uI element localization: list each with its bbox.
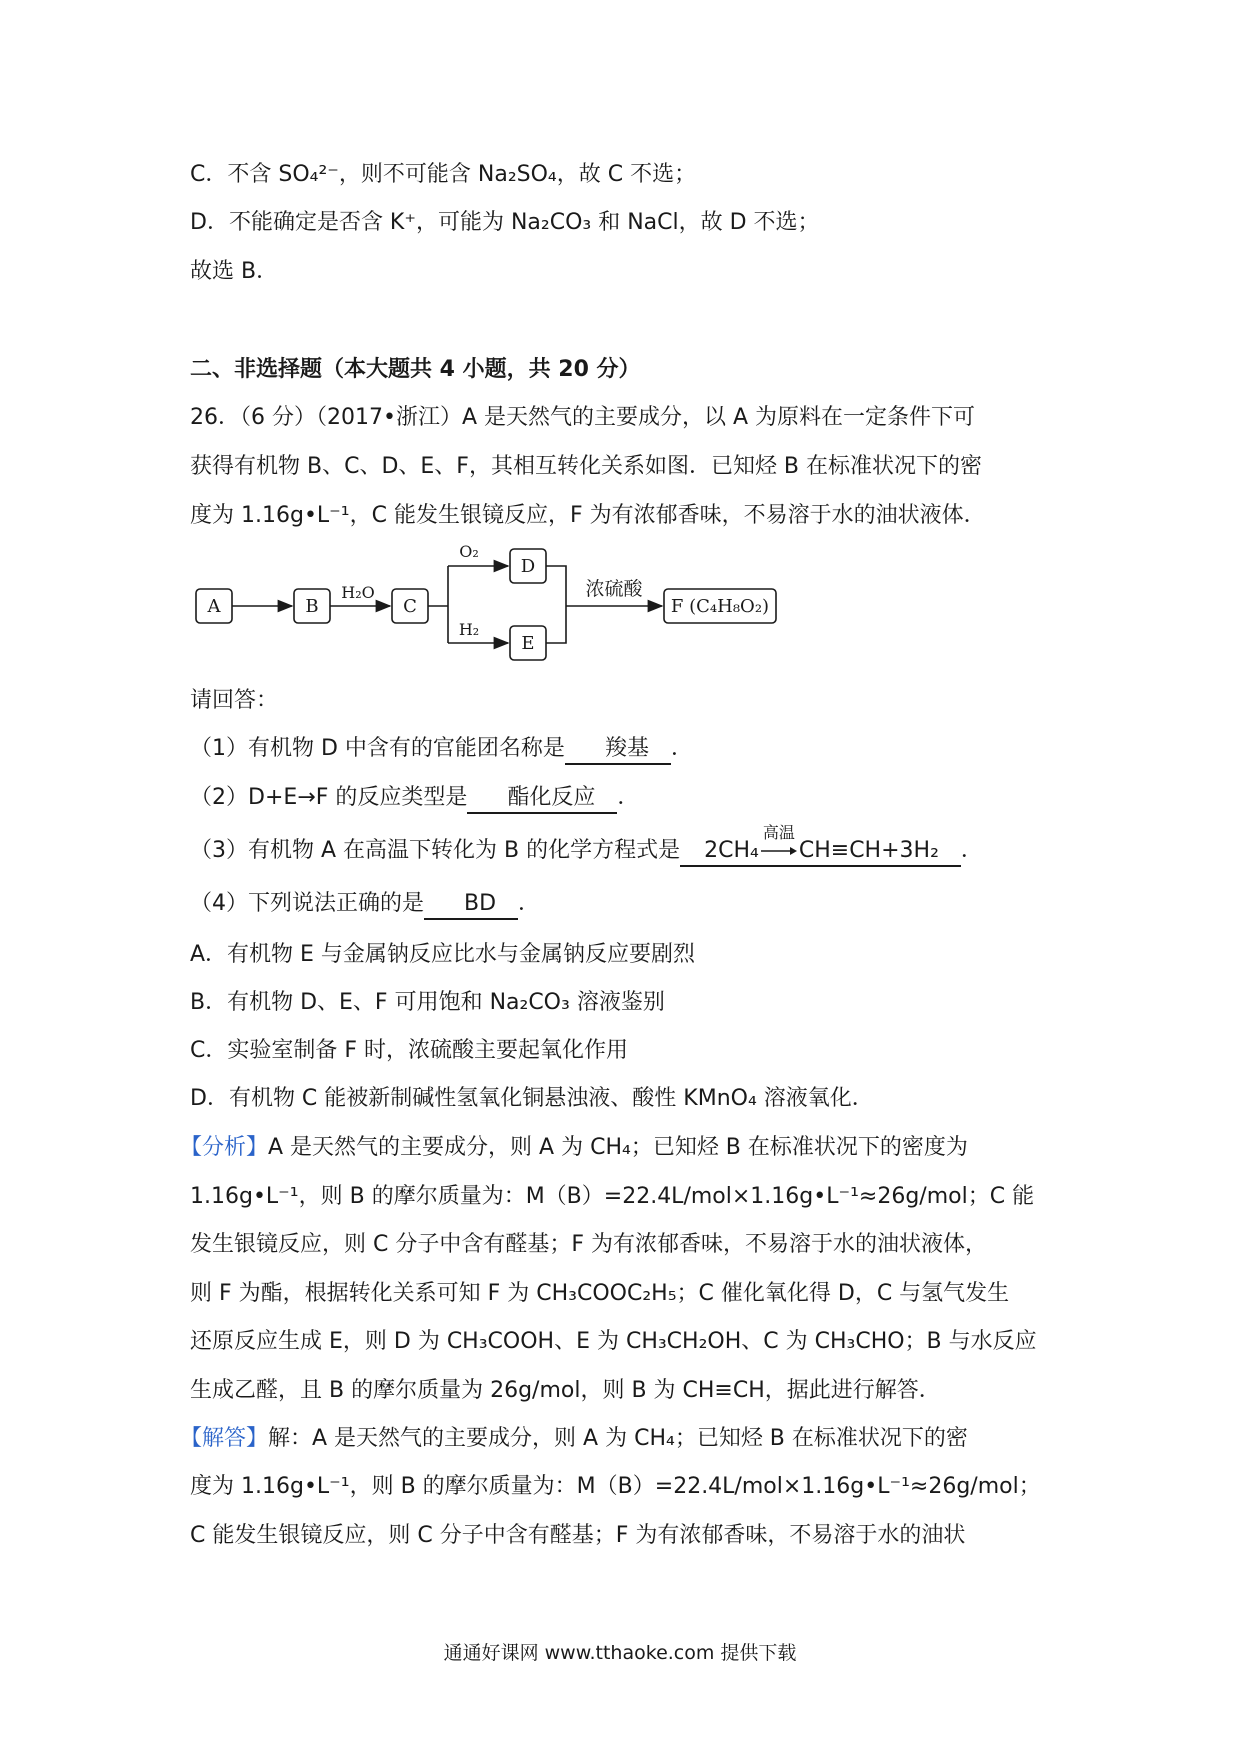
node-f: F (C₄H₈O₂) [670,596,770,617]
answer-4: BD [424,890,518,920]
sub-question-1 [190,734,693,765]
analysis-text-1: A 是天然气的主要成分，则 A 为 CH₄；已知烃 B 在标准状况下的密度为 [268,1135,968,1160]
node-c: C [403,596,417,617]
analysis-line-2: 1.16g•L⁻¹，则 B 的摩尔质量为：M（B）=22.4L/mol×1.16g•L⁻¹≈26g/mol；C 能 [190,1184,1035,1209]
prev-conclusion: 故选 B． [190,259,279,284]
solution-text-1: 解：A 是天然气的主要成分，则 A 为 CH₄；已知烃 B 在标准状况下的密 [268,1426,968,1451]
node-d: D [520,556,536,577]
prev-option-c: C．不含 SO₄²⁻，则不可能含 Na₂SO₄，故 C 不选； [190,162,697,187]
answer-3-equation [680,823,961,867]
sub-question-3 [190,823,983,867]
label-h2: H₂ [458,620,480,639]
sub-question-1-end: ． [670,736,693,761]
sub-question-3-text: （3）有机物 A 在高温下转化为 B 的化学方程式是 [190,838,681,863]
edge-d-e-merge [546,566,566,643]
option-c: C．实验室制备 F 时，浓硫酸主要起氧化作用 [190,1038,629,1063]
analysis-line-6: 生成乙醛，且 B 的摩尔质量为 26g/mol，则 B 为 CH≡CH，据此进行解答． [190,1378,941,1403]
analysis-line-3: 发生银镜反应，则 C 分子中含有醛基；F 为有浓郁香味，不易溶于水的油状液体， [190,1232,987,1257]
analysis-line-4: 则 F 为酯，根据转化关系可知 F 为 CH₃COOC₂H₅；C 催化氧化得 D，C 与氢气发生 [190,1281,1010,1306]
sub-question-2 [190,783,639,814]
node-e: E [521,633,535,654]
label-conc-h2so4: 浓硫酸 [585,578,643,600]
sub-question-1-text: （1）有机物 D 中含有的官能团名称是 [190,736,565,761]
analysis-line-5: 还原反应生成 E，则 D 为 CH₃COOH、E 为 CH₃CH₂OH、C 为 CH₃CHO；B 与水反应 [190,1329,1037,1354]
sub-question-4 [190,889,540,920]
section-heading: 二、非选择题（本大题共 4 小题，共 20 分） [190,357,641,382]
question-prompt: 请回答： [190,688,279,713]
sub-question-4-end: ． [518,891,541,916]
option-b: B．有机物 D、E、F 可用饱和 Na₂CO₃ 溶液鉴别 [190,990,665,1015]
sub-question-3-end: ． [960,838,983,863]
answer-2: 酯化反应 [467,784,617,814]
edge-c-branch [428,566,448,643]
analysis-line-1 [180,1133,968,1163]
option-a: A．有机物 E 与金属钠反应比水与金属钠反应要剧烈 [190,942,695,967]
solution-line-2: 度为 1.16g•L⁻¹，则 B 的摩尔质量为：M（B）=22.4L/mol×1.16g•L⁻¹≈26g/mol； [190,1474,1041,1499]
page-footer: 通通好课网 www.tthaoke.com 提供下载 [443,1642,797,1664]
equation-condition: 高温 [762,823,795,842]
node-a: A [207,596,221,617]
prev-option-d: D．不能确定是否含 K⁺，可能为 Na₂CO₃ 和 NaCl，故 D 不选； [190,210,820,235]
answer-1: 羧基 [565,735,671,765]
analysis-tag: 【分析】 [180,1135,269,1160]
sub-question-2-text: （2）D+E→F 的反应类型是 [190,785,468,810]
node-b: B [305,596,319,617]
label-h2o: H₂O [341,583,375,602]
label-o2: O₂ [459,542,479,561]
equation-left: 2CH₄ [704,838,759,863]
question-stem-line-2: 获得有机物 B、C、D、E、F，其相互转化关系如图．已知烃 B 在标准状况下的密 [190,454,983,479]
equation-arrow [759,823,799,865]
question-stem-line-1: 26．（6 分）（2017•浙江）A 是天然气的主要成分，以 A 为原料在一定条件下可 [190,405,976,430]
equation-right: CH≡CH+3H₂ [798,838,939,863]
solution-tag: 【解答】 [180,1426,269,1451]
sub-question-4-text: （4）下列说法正确的是 [190,891,424,916]
solution-line-3: C 能发生银镜反应，则 C 分子中含有醛基；F 为有浓郁香味，不易溶于水的油状 [190,1523,966,1548]
sub-question-2-end: ． [617,785,640,810]
solution-line-1 [180,1424,968,1454]
reaction-diagram [190,537,790,677]
option-d: D．有机物 C 能被新制碱性氢氧化铜悬浊液、酸性 KMnO₄ 溶液氧化． [190,1086,874,1111]
question-stem-line-3: 度为 1.16g•L⁻¹，C 能发生银镜反应，F 为有浓郁香味，不易溶于水的油状液体． [190,503,986,528]
